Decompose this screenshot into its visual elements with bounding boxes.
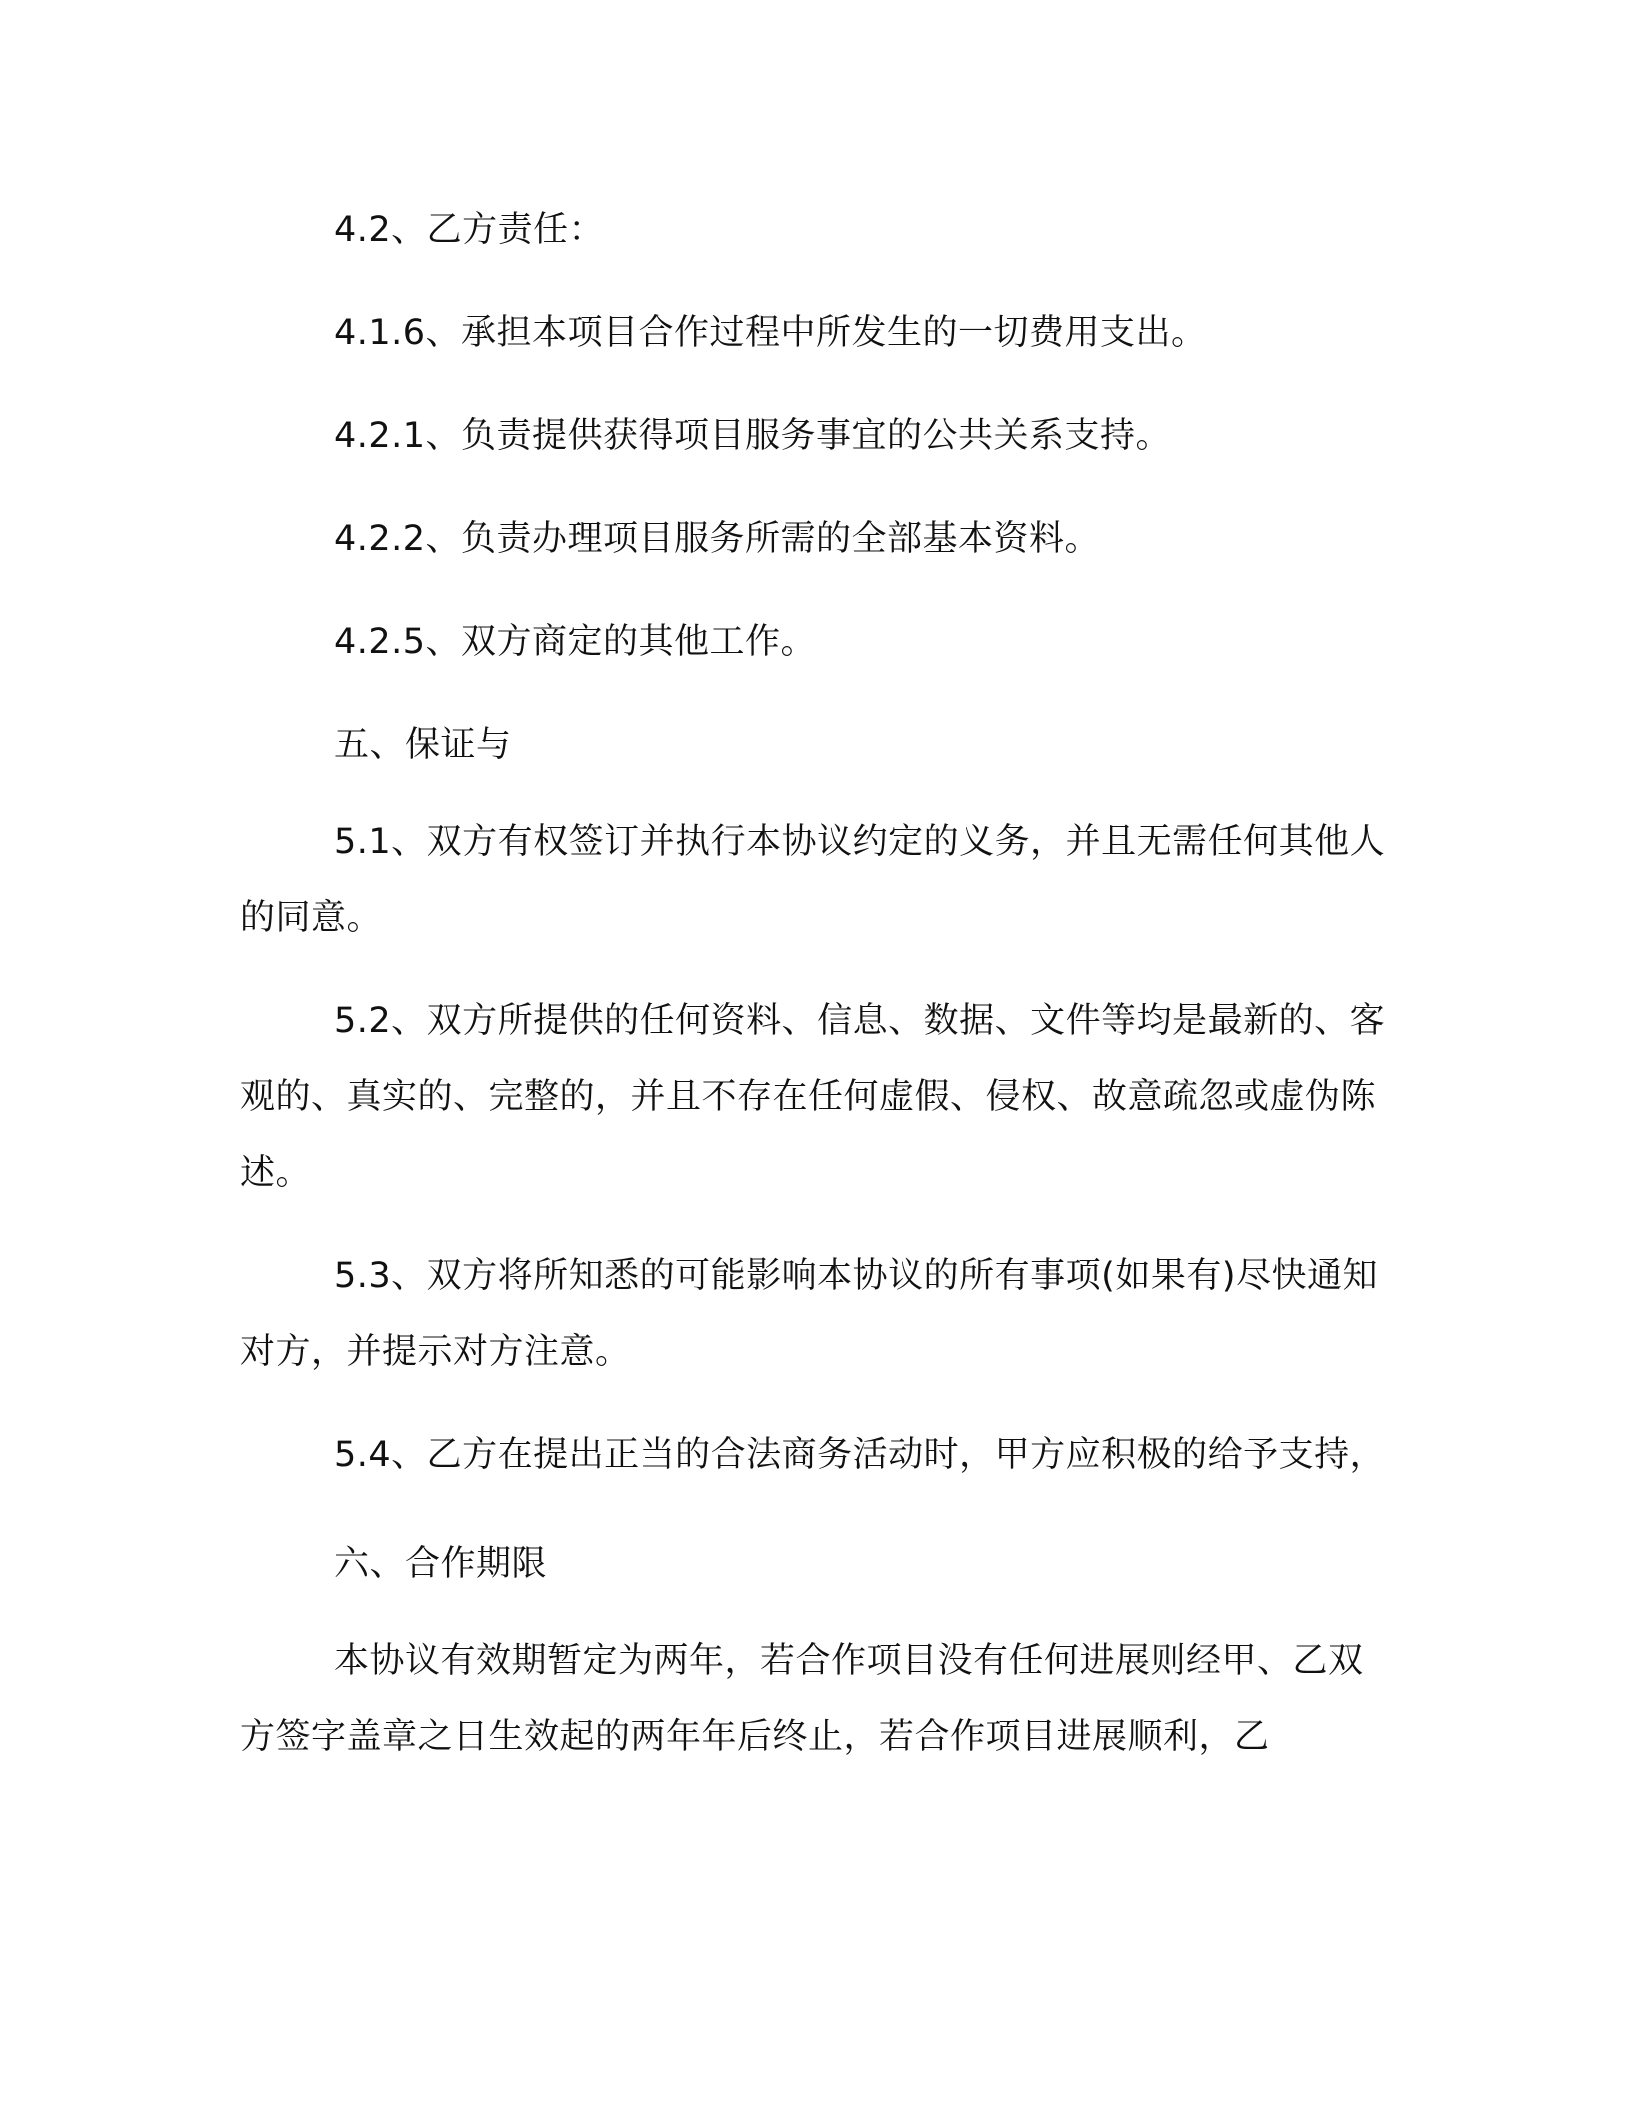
- paragraph-term: 本协议有效期暂定为两年，若合作项目没有任何进展则经甲、乙双方签字盖章之日生效起的两年年后终止，若合作项目进展顺利，乙: [240, 1641, 1364, 1757]
- section-6-heading: 六、合作期限: [334, 1544, 548, 1584]
- paragraph-5-1: 5.1、双方有权签订并执行本协议约定的义务，并且无需任何其他人的同意。: [240, 822, 1386, 938]
- section-5-heading: 五、保证与: [334, 725, 512, 765]
- paragraph-5-2: 5.2、双方所提供的任何资料、信息、数据、文件等均是最新的、客观的、真实的、完整的，并且不存在任何虚假、侵权、故意疏忽或虚伪陈述。: [240, 1001, 1386, 1193]
- paragraph-5-4: 5.4、乙方在提出正当的合法商务活动时，甲方应积极的给予支持，: [334, 1435, 1386, 1475]
- paragraph-4-1-6: 4.1.6、承担本项目合作过程中所发生的一切费用支出。: [334, 313, 1207, 353]
- paragraph-5-3: 5.3、双方将所知悉的可能影响本协议的所有事项(如果有)尽快通知对方，并提示对方注意。: [240, 1256, 1378, 1372]
- paragraph-4-2-5: 4.2.5、双方商定的其他工作。: [334, 622, 817, 662]
- paragraph-4-2-heading: 4.2、乙方责任：: [334, 210, 605, 250]
- paragraph-4-2-2: 4.2.2、负责办理项目服务所需的全部基本资料。: [334, 519, 1101, 559]
- paragraph-4-2-1: 4.2.1、负责提供获得项目服务事宜的公共关系支持。: [334, 416, 1172, 456]
- document-body: [240, 186, 1392, 1790]
